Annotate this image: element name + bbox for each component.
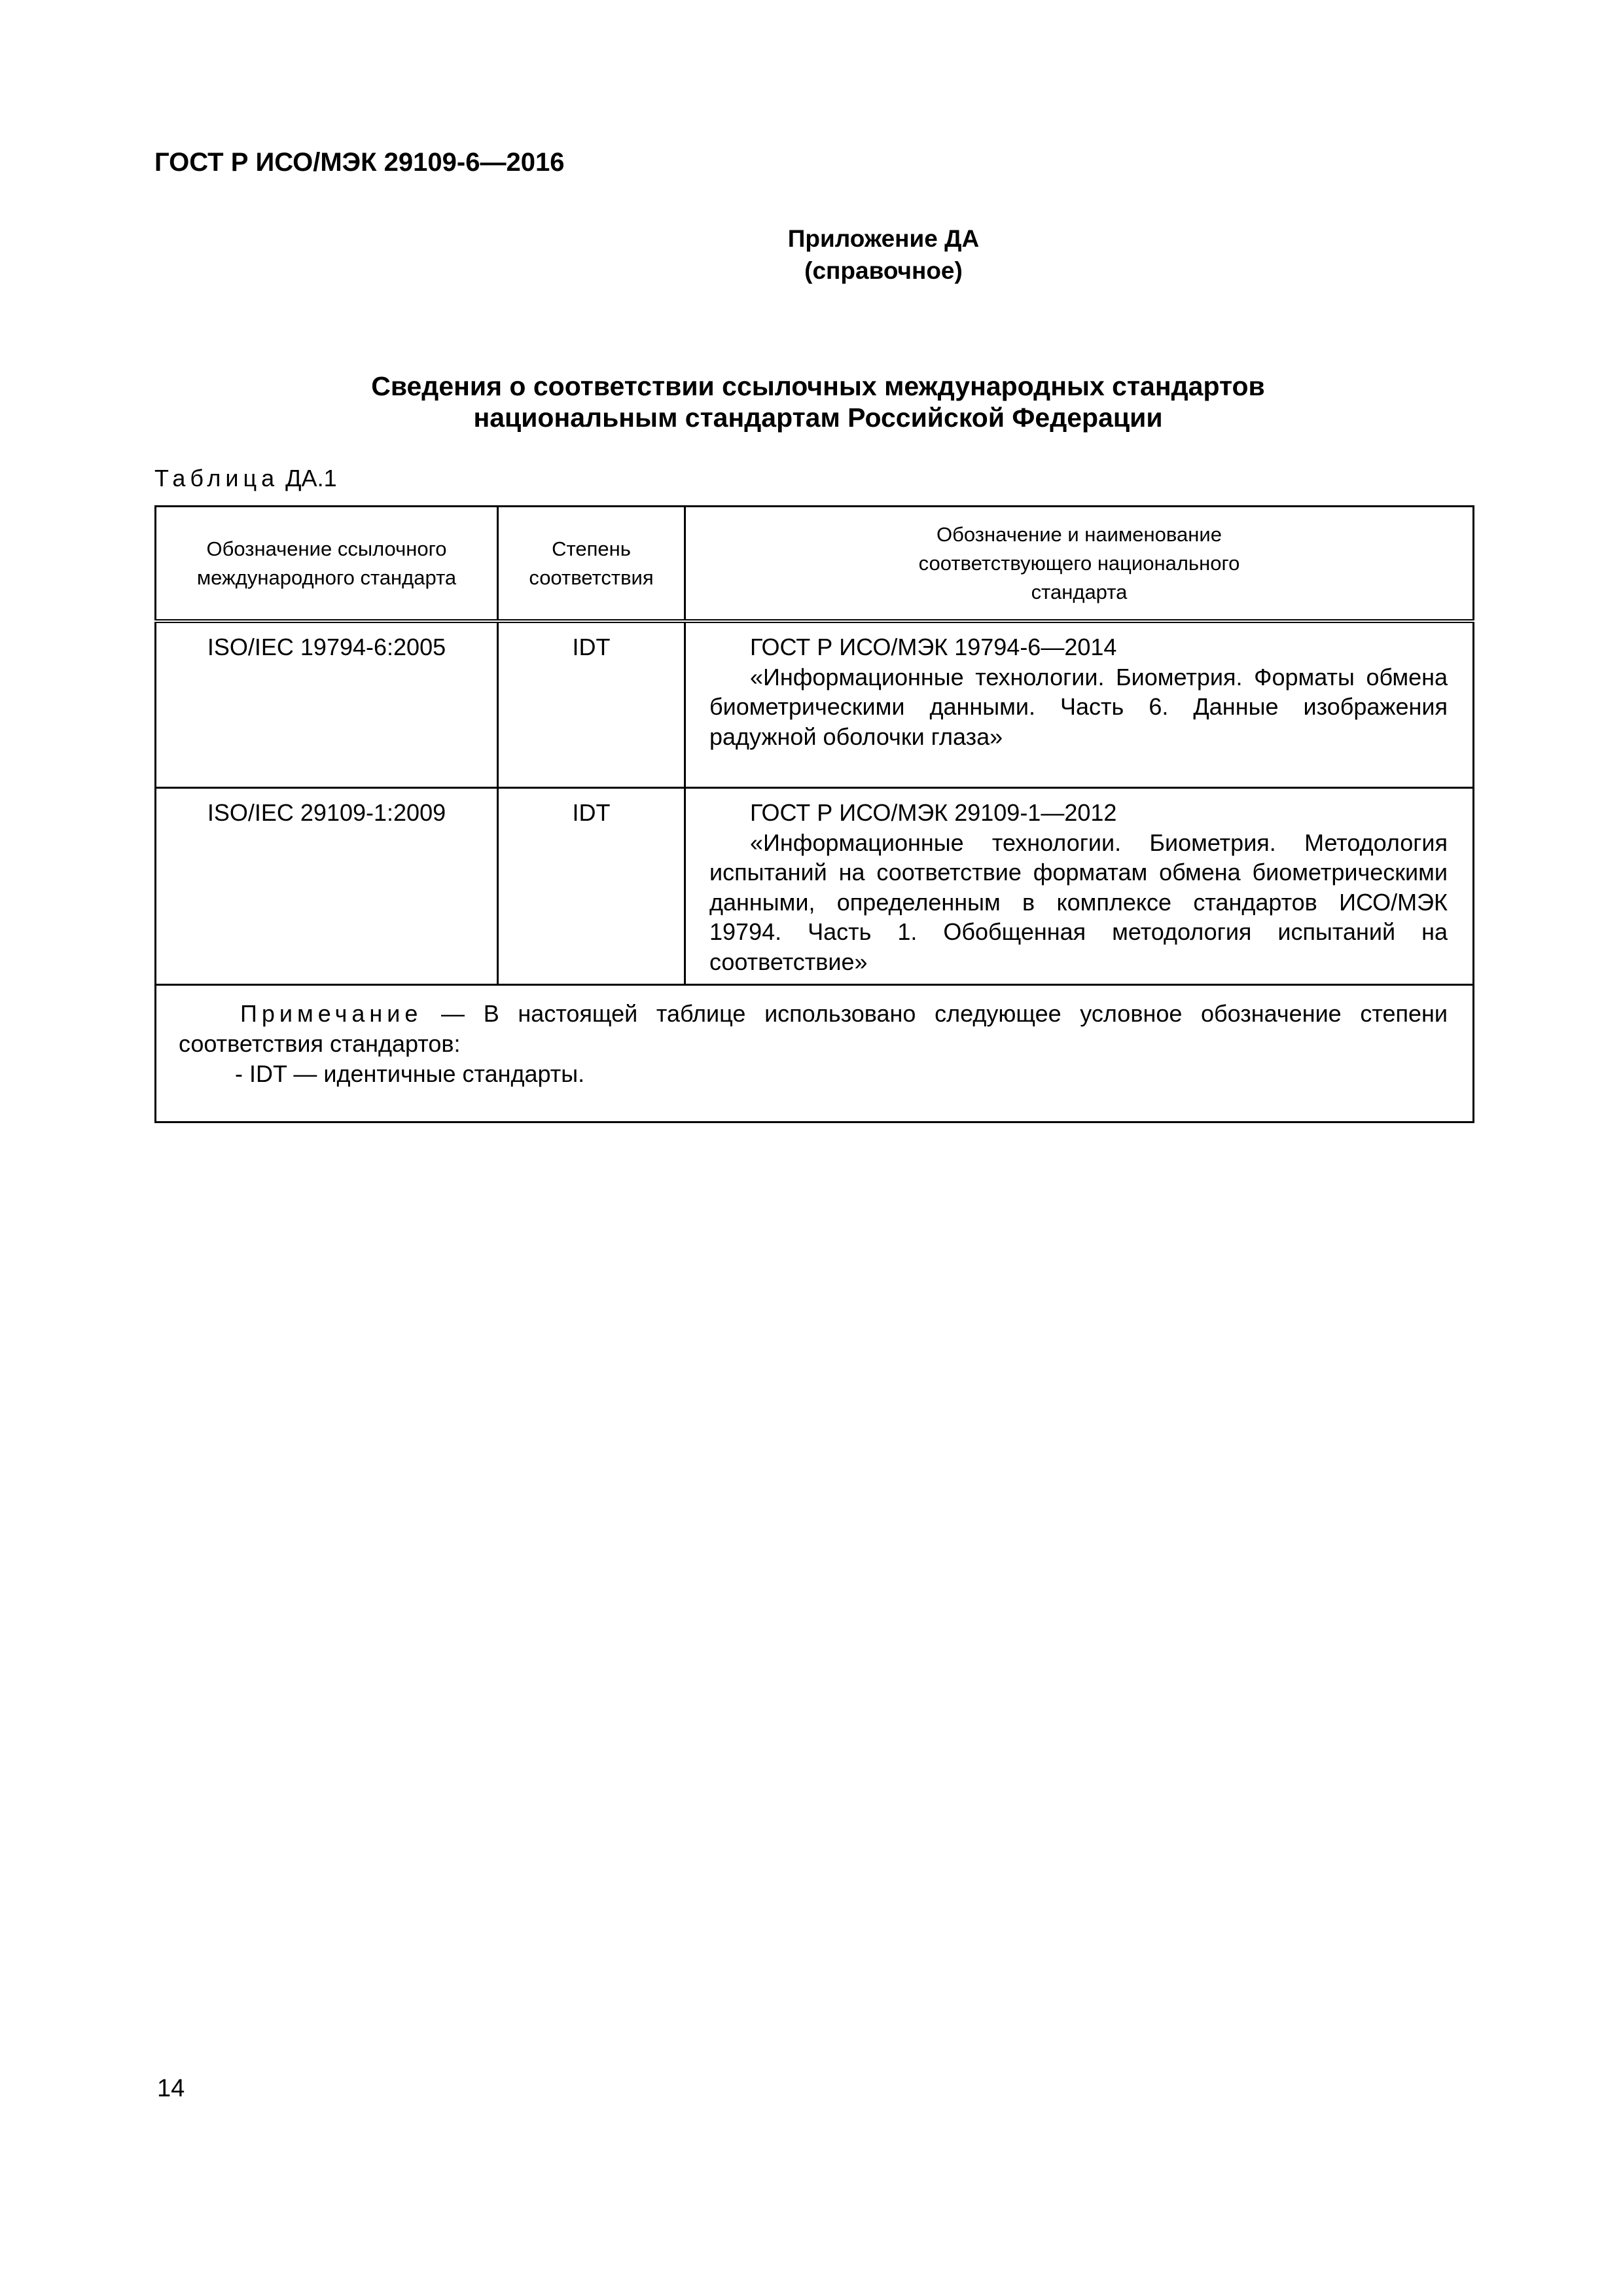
degree-cell: IDT [498,621,685,788]
table-label-id: ДА.1 [285,465,337,492]
table-label-word: Таблица [154,465,279,492]
note-text: — В настоящей таблице использовано следующее условное обозначение степени соответствия стандартов: [179,1000,1448,1057]
table-note [156,985,1474,1122]
degree-cell: IDT [498,788,685,985]
table-row [156,621,1474,788]
section-title-line-1: Сведения о соответствии ссылочных международных стандартов [371,371,1265,401]
table-row [156,788,1474,985]
table-header-row [156,507,1474,622]
national-standard-title: «Информационные технологии. Биометрия. Методология испытаний на соответствие форматам обмена биометрическими данными, определенным в комплексе стандартов ИСО/МЭК 19794. Часть 1. Обобщенная методология испытаний на соответствие» [709,829,1448,975]
appendix-title: Приложение ДА [787,225,980,252]
page-number: 14 [157,2075,185,2102]
header-national-standard: Обозначение и наименование соответствующего национального стандарта [685,507,1474,622]
national-standard-code: ГОСТ Р ИСО/МЭК 29109-1—2012 [750,799,1117,826]
document-code: ГОСТ Р ИСО/МЭК 29109-6—2016 [154,148,565,177]
appendix-heading [0,223,1623,287]
section-title-line-2: национальным стандартам Российской Федерации [473,403,1163,433]
note-item: - IDT — идентичные стандарты. [235,1060,585,1087]
national-standard-cell [685,621,1474,788]
table-note-row [156,985,1474,1122]
appendix-subtitle: (справочное) [804,257,963,284]
national-standard-cell [685,788,1474,985]
note-label: Примечание [240,1000,423,1027]
table-label [154,465,337,492]
national-standard-code: ГОСТ Р ИСО/МЭК 19794-6—2014 [750,634,1117,660]
header-intl-standard: Обозначение ссылочного международного стандарта [156,507,498,622]
section-title [0,370,1623,433]
national-standard-title: «Информационные технологии. Биометрия. Форматы обмена биометрическими данными. Часть 6. Данные изображения радужной оболочки глаза» [709,663,1448,750]
header-degree: Степень соответствия [498,507,685,622]
intl-standard-cell: ISO/IEC 19794-6:2005 [156,621,498,788]
intl-standard-cell: ISO/IEC 29109-1:2009 [156,788,498,985]
conformity-table [154,505,1474,1123]
